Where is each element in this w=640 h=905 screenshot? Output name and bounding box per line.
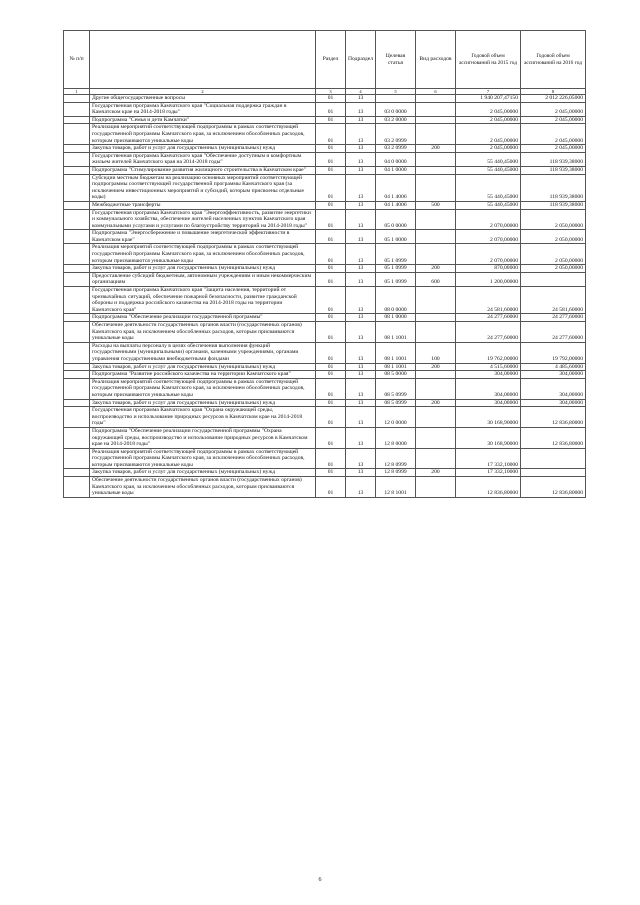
section-code: 01	[316, 152, 346, 166]
target-code: 05 1 0999	[376, 244, 416, 265]
amount-2016: 118 939,38000	[521, 166, 586, 174]
target-code: 12 8 1001	[376, 477, 416, 498]
amount-2015: 2 045,00000	[456, 124, 521, 145]
target-code: 04 1 4006	[376, 174, 416, 201]
col-target-header: Целевая статья	[376, 31, 416, 89]
row-number	[64, 469, 90, 477]
section-code: 01	[316, 322, 346, 343]
amount-2016: 2 045,00000	[521, 102, 586, 116]
table-row	[64, 244, 586, 265]
col-section-header: Раздел	[316, 31, 346, 89]
section-code: 01	[316, 272, 346, 286]
expense-type-code	[416, 477, 456, 498]
item-name: Государственная программа Камчатского края "Обеспечение доступным и комфортным жильем жителей Камчатского края на 2014-2018 годы"	[90, 152, 316, 166]
table-row	[64, 322, 586, 343]
col-name-header	[90, 31, 316, 89]
page-number: 6	[318, 877, 322, 883]
expense-type-code	[416, 322, 456, 343]
table-row	[64, 116, 586, 124]
subsection-code: 13	[346, 230, 376, 244]
subsection-code: 13	[346, 314, 376, 322]
subsection-code: 13	[346, 124, 376, 145]
amount-2015: 1 940 207,47150	[456, 95, 521, 103]
subsection-code: 13	[346, 145, 376, 153]
section-code: 01	[316, 95, 346, 103]
expense-type-code: 200	[416, 363, 456, 371]
row-number	[64, 378, 90, 399]
amount-2015: 2 070,00000	[456, 209, 521, 230]
amount-2015: 2 045,00000	[456, 145, 521, 153]
amount-2016: 2 050,00000	[521, 265, 586, 273]
subsection-code: 13	[346, 102, 376, 116]
amount-2015: 2 070,00000	[456, 244, 521, 265]
table-row	[64, 209, 586, 230]
amount-2016	[521, 272, 586, 286]
amount-2016: 24 581,60000	[521, 287, 586, 314]
section-code: 01	[316, 378, 346, 399]
subsection-code: 13	[346, 427, 376, 448]
expense-type-code	[416, 371, 456, 379]
amount-2016: 2 050,00000	[521, 244, 586, 265]
subsection-code: 13	[346, 244, 376, 265]
target-code: 12 0 0000	[376, 407, 416, 428]
expense-type-code	[416, 116, 456, 124]
expense-type-code	[416, 378, 456, 399]
row-number	[64, 371, 90, 379]
subsection-code: 13	[346, 477, 376, 498]
target-code: 08 1 1001	[376, 342, 416, 363]
table-row	[64, 399, 586, 407]
section-code: 01	[316, 145, 346, 153]
target-code: 03 2 0999	[376, 124, 416, 145]
row-number	[64, 174, 90, 201]
item-name: Государственная программа Камчатского края "Энергоэффективность, развитие энергетики и коммунального хозяйства, обеспечение жителей населенных пунктов Камчатского края коммунальными услугами и услугами по благоустройству территорий на 2014-2018 годы"	[90, 209, 316, 230]
item-name: Закупка товаров, работ и услуг для государственных (муниципальных) нужд	[90, 469, 316, 477]
item-name: Закупка товаров, работ и услуг для государственных (муниципальных) нужд	[90, 363, 316, 371]
section-code: 01	[316, 399, 346, 407]
expense-type-code	[416, 95, 456, 103]
amount-2016: 304,00000	[521, 378, 586, 399]
section-code: 01	[316, 287, 346, 314]
table-row	[64, 363, 586, 371]
subsection-code: 13	[346, 265, 376, 273]
column-number: 4	[346, 89, 376, 95]
amount-2016: 2 045,00000	[521, 124, 586, 145]
amount-2016: 304,00000	[521, 399, 586, 407]
target-code: 08 0 0000	[376, 287, 416, 314]
section-code: 01	[316, 230, 346, 244]
table-row	[64, 378, 586, 399]
table-header-row	[64, 31, 586, 89]
table-row	[64, 265, 586, 273]
row-number	[64, 209, 90, 230]
column-number: 6	[416, 89, 456, 95]
target-code: 08 5 0000	[376, 371, 416, 379]
amount-2016: 12 836,80000	[521, 427, 586, 448]
expense-type-code: 200	[416, 469, 456, 477]
amount-2016: 2 050,00000	[521, 230, 586, 244]
subsection-code: 13	[346, 201, 376, 209]
table-row	[64, 152, 586, 166]
column-number: 8	[521, 89, 586, 95]
section-code: 01	[316, 201, 346, 209]
amount-2015: 4 515,60000	[456, 363, 521, 371]
subsection-code: 13	[346, 363, 376, 371]
target-code: 04 1 0000	[376, 166, 416, 174]
subsection-code: 13	[346, 448, 376, 469]
row-number	[64, 230, 90, 244]
amount-2016: 19 792,00000	[521, 342, 586, 363]
table-row	[64, 287, 586, 314]
expense-type-code	[416, 230, 456, 244]
item-name: Подпрограмма "Семья и дети Камчатки"	[90, 116, 316, 124]
amount-2015: 17 332,10000	[456, 448, 521, 469]
expense-type-code	[416, 287, 456, 314]
row-number	[64, 201, 90, 209]
amount-2016	[521, 448, 586, 469]
item-name: Другие общегосударственные вопросы	[90, 95, 316, 103]
amount-2016: 118 939,38000	[521, 201, 586, 209]
row-number	[64, 427, 90, 448]
target-code: 12 8 0999	[376, 448, 416, 469]
col-subsection-header: Подраздел	[346, 31, 376, 89]
amount-2015: 2 045,00000	[456, 102, 521, 116]
table-body	[64, 95, 586, 498]
amount-2015: 55 440,45000	[456, 152, 521, 166]
amount-2016: 4 485,60000	[521, 363, 586, 371]
row-number	[64, 322, 90, 343]
subsection-code: 13	[346, 371, 376, 379]
expense-type-code	[416, 407, 456, 428]
table-row	[64, 314, 586, 322]
row-number	[64, 399, 90, 407]
table-row	[64, 201, 586, 209]
amount-2015: 24 581,60000	[456, 287, 521, 314]
target-code: 04 0 0000	[376, 152, 416, 166]
section-code: 01	[316, 342, 346, 363]
row-number	[64, 145, 90, 153]
table-row	[64, 166, 586, 174]
item-name: Государственная программа Камчатского края "Социальная поддержка граждан в Камчатском крае на 2014-2018 годы"	[90, 102, 316, 116]
amount-2016: 12 836,80000	[521, 407, 586, 428]
section-code: 01	[316, 102, 346, 116]
amount-2015: 304,00000	[456, 399, 521, 407]
target-code: 12 8 0999	[376, 469, 416, 477]
amount-2016: 12 836,80000	[521, 477, 586, 498]
expense-type-code	[416, 209, 456, 230]
target-code: 05 1 0999	[376, 265, 416, 273]
subsection-code: 13	[346, 378, 376, 399]
item-name: Расходы на выплаты персоналу в целях обеспечения выполнения функций государственными (муниципальными) органами, казенными учреждениями, органами управления государственными внебюджетными фондами	[90, 342, 316, 363]
column-number: 3	[316, 89, 346, 95]
section-code: 01	[316, 244, 346, 265]
subsection-code: 13	[346, 166, 376, 174]
row-number	[64, 102, 90, 116]
column-number: 5	[376, 89, 416, 95]
expense-type-code	[416, 244, 456, 265]
table-row	[64, 448, 586, 469]
table-row	[64, 427, 586, 448]
row-number	[64, 166, 90, 174]
amount-2016	[521, 469, 586, 477]
amount-2015: 55 440,45000	[456, 201, 521, 209]
amount-2015: 24 277,60000	[456, 314, 521, 322]
row-number	[64, 265, 90, 273]
subsection-code: 13	[346, 152, 376, 166]
subsection-code: 13	[346, 174, 376, 201]
subsection-code: 13	[346, 209, 376, 230]
amount-2015: 24 277,60000	[456, 322, 521, 343]
row-number	[64, 272, 90, 286]
expense-type-code: 500	[416, 201, 456, 209]
item-name: Закупка товаров, работ и услуг для государственных (муниципальных) нужд	[90, 399, 316, 407]
col-num-header: № п/п	[64, 31, 90, 89]
subsection-code: 13	[346, 469, 376, 477]
expense-type-code: 200	[416, 145, 456, 153]
target-code: 08 5 0999	[376, 399, 416, 407]
amount-2015: 2 045,00000	[456, 116, 521, 124]
table-row	[64, 407, 586, 428]
target-code: 03 0 0000	[376, 102, 416, 116]
target-code: 05 1 0000	[376, 230, 416, 244]
subsection-code: 13	[346, 116, 376, 124]
expense-type-code	[416, 314, 456, 322]
section-code: 01	[316, 469, 346, 477]
amount-2016: 2 045,00000	[521, 116, 586, 124]
target-code	[376, 95, 416, 103]
table-row	[64, 469, 586, 477]
amount-2015: 12 836,80000	[456, 477, 521, 498]
amount-2015: 55 440,45000	[456, 174, 521, 201]
amount-2015: 55 440,45000	[456, 166, 521, 174]
row-number	[64, 477, 90, 498]
expense-type-code	[416, 124, 456, 145]
expense-type-code: 200	[416, 265, 456, 273]
amount-2015: 2 070,00000	[456, 230, 521, 244]
expense-type-code	[416, 427, 456, 448]
item-name: Обеспечение деятельности государственных органов власти (государственных органов) Камчатского края, за исключением обособленных расходов, которым присваиваются уникальные коды	[90, 322, 316, 343]
section-code: 01	[316, 427, 346, 448]
table-row	[64, 95, 586, 103]
row-number	[64, 363, 90, 371]
item-name: Реализация мероприятий соответствующей подпрограммы в рамках соответствующей государственной программы Камчатского края, за исключением обособленных расходов, которым присваиваются уникальные коды	[90, 124, 316, 145]
expense-type-code	[416, 448, 456, 469]
column-number: 1	[64, 89, 90, 95]
target-code: 03 2 0999	[376, 145, 416, 153]
item-name: Подпрограмма "Развитие российского казачества на территории Камчатского края"	[90, 371, 316, 379]
row-number	[64, 314, 90, 322]
item-name: Реализация мероприятий соответствующей подпрограммы в рамках соответствующей государственной программы Камчатского края, за исключением обособленных расходов, которым присваиваются уникальные коды	[90, 448, 316, 469]
section-code: 01	[316, 448, 346, 469]
target-code: 08 1 1001	[376, 322, 416, 343]
section-code: 01	[316, 477, 346, 498]
section-code: 01	[316, 116, 346, 124]
row-number	[64, 244, 90, 265]
amount-2016: 2 045,00000	[521, 145, 586, 153]
section-code: 01	[316, 166, 346, 174]
expense-type-code	[416, 102, 456, 116]
amount-2015: 17 332,10000	[456, 469, 521, 477]
item-name: Государственная программа Камчатского края "Защита населения, территорий от чрезвычайных ситуаций, обеспечение пожарной безопасности, развитие гражданской обороны и поддержка российского казачества на 2014-2018 годы на территории Камчатского края"	[90, 287, 316, 314]
table-row	[64, 230, 586, 244]
row-number	[64, 448, 90, 469]
section-code: 01	[316, 407, 346, 428]
expense-type-code: 100	[416, 342, 456, 363]
section-code: 01	[316, 314, 346, 322]
section-code: 01	[316, 363, 346, 371]
table-row	[64, 102, 586, 116]
expense-type-code: 200	[416, 399, 456, 407]
subsection-code: 13	[346, 95, 376, 103]
subsection-code: 13	[346, 342, 376, 363]
table-row	[64, 174, 586, 201]
target-code: 03 2 0000	[376, 116, 416, 124]
item-name: Подпрограмма "Обеспечение реализации государственной программы "Охрана окружающей среды, воспроизводство и использование природных ресурсов в Камчатском крае на 2014-2018 годы"	[90, 427, 316, 448]
table-row	[64, 477, 586, 498]
amount-2015: 304,00000	[456, 371, 521, 379]
budget-table	[63, 30, 586, 498]
target-code: 12 8 0000	[376, 427, 416, 448]
amount-2016: 118 939,38000	[521, 152, 586, 166]
row-number	[64, 95, 90, 103]
table-row	[64, 145, 586, 153]
row-number	[64, 152, 90, 166]
amount-2015: 304,00000	[456, 378, 521, 399]
section-code: 01	[316, 174, 346, 201]
amount-2016: 304,00000	[521, 371, 586, 379]
target-code: 08 1 1001	[376, 363, 416, 371]
amount-2015: 870,00000	[456, 265, 521, 273]
item-name: Подпрограмма "Стимулирование развития жилищного строительства в Камчатском крае"	[90, 166, 316, 174]
section-code: 01	[316, 209, 346, 230]
row-number	[64, 124, 90, 145]
target-code: 08 1 0000	[376, 314, 416, 322]
item-name: Обеспечение деятельности государственных органов власти (государственных органов) Камчатского края, за исключением обособленных расходов, которым присваиваются уникальные коды	[90, 477, 316, 498]
item-name: Межбюджетные трансферты	[90, 201, 316, 209]
item-name: Закупка товаров, работ и услуг для государственных (муниципальных) нужд	[90, 265, 316, 273]
table-row	[64, 272, 586, 286]
target-code: 04 1 4006	[376, 201, 416, 209]
item-name: Реализация мероприятий соответствующей подпрограммы в рамках соответствующей государственной программы Камчатского края, за исключением обособленных расходов, которым присваиваются уникальные коды	[90, 378, 316, 399]
section-code: 01	[316, 124, 346, 145]
amount-2016: 24 277,60000	[521, 322, 586, 343]
subsection-code: 13	[346, 399, 376, 407]
target-code: 05 1 0999	[376, 272, 416, 286]
amount-2015: 1 200,00000	[456, 272, 521, 286]
col-2015-header: Годовой объем ассигнований на 2015 год	[456, 31, 521, 89]
amount-2015: 30 168,90000	[456, 427, 521, 448]
subsection-code: 13	[346, 287, 376, 314]
item-name: Подпрограмма "Обеспечение реализации государственной программы"	[90, 314, 316, 322]
amount-2016: 2 050,00000	[521, 209, 586, 230]
expense-type-code	[416, 166, 456, 174]
row-number	[64, 116, 90, 124]
expense-type-code: 600	[416, 272, 456, 286]
subsection-code: 13	[346, 322, 376, 343]
row-number	[64, 287, 90, 314]
subsection-code: 13	[346, 272, 376, 286]
item-name: Закупка товаров, работ и услуг для государственных (муниципальных) нужд	[90, 145, 316, 153]
row-number	[64, 407, 90, 428]
row-number	[64, 342, 90, 363]
item-name: Государственная программа Камчатского края "Охрана окружающей среды, воспроизводство и использование природных ресурсов в Камчатском крае на 2014-2018 годы"	[90, 407, 316, 428]
col-2016-header: Годовой объем ассигнований на 2016 год	[521, 31, 586, 89]
expense-type-code	[416, 152, 456, 166]
item-name: Предоставление субсидий бюджетным, автономным учреждениям и иным некоммерческим организациям	[90, 272, 316, 286]
amount-2016: 118 939,38000	[521, 174, 586, 201]
item-name: Подпрограмма "Энергосбережение и повышение энергетической эффективности в Камчатском крае"	[90, 230, 316, 244]
item-name: Реализация мероприятий соответствующей подпрограммы в рамках соответствующей государственной программы Камчатского края, за исключением обособленных расходов, которым присваиваются уникальные коды	[90, 244, 316, 265]
amount-2016: 24 277,60000	[521, 314, 586, 322]
table-row	[64, 124, 586, 145]
section-code: 01	[316, 265, 346, 273]
amount-2016: 2 012 226,05000	[521, 95, 586, 103]
table-row	[64, 342, 586, 363]
col-exp-type-header: Вид расходов	[416, 31, 456, 89]
amount-2015: 19 762,00000	[456, 342, 521, 363]
subsection-code: 13	[346, 407, 376, 428]
table-row	[64, 371, 586, 379]
amount-2015: 30 168,90000	[456, 407, 521, 428]
target-code: 08 5 0999	[376, 378, 416, 399]
target-code: 05 0 0000	[376, 209, 416, 230]
expense-type-code	[416, 174, 456, 201]
column-number: 2	[90, 89, 316, 95]
section-code: 01	[316, 371, 346, 379]
item-name: Субсидии местным бюджетам на реализацию основных мероприятий соответствующей подпрограммы соответствующей государственной программы Камчатского края (за исключением инвестиционных мероприятий и субсидий, которым присвоены отдельные коды)	[90, 174, 316, 201]
column-number: 7	[456, 89, 521, 95]
